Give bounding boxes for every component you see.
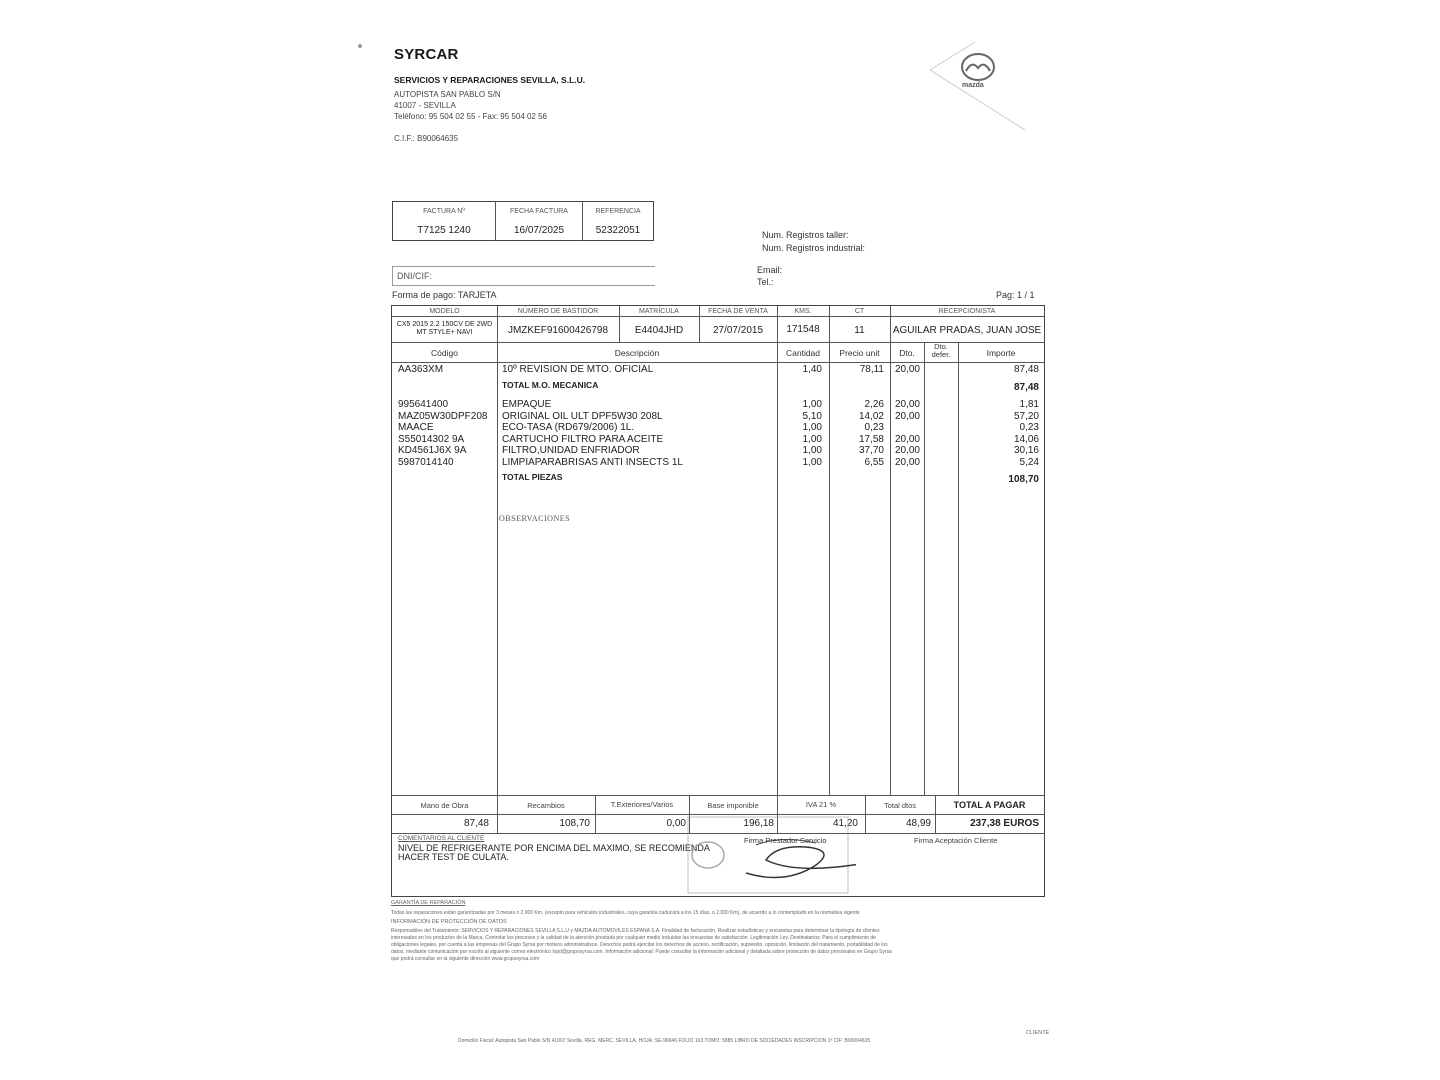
proteccion-title: INFORMACIÓN DE PROTECCIÓN DE DATOS xyxy=(391,919,507,925)
dni-label: DNI/CIF: xyxy=(397,271,432,281)
comments-line-2: HACER TEST DE CULATA. xyxy=(398,852,509,862)
total-dtos: 48,99 xyxy=(905,818,931,829)
part-price: 0,23 xyxy=(864,422,884,433)
total-recambios: 108,70 xyxy=(559,818,590,829)
total-mano-obra: 87,48 xyxy=(463,818,489,829)
part-desc: ORIGINAL OIL ULT DPF5W30 208L xyxy=(502,410,663,422)
part-code: 5987014140 xyxy=(398,456,454,468)
col-descripcion: Descripción xyxy=(614,348,660,358)
part-code: 995641400 xyxy=(398,399,449,410)
part-qty: 1,00 xyxy=(802,445,822,456)
part-qty: 1,00 xyxy=(802,456,822,468)
part-dto: 20,00 xyxy=(894,433,920,445)
totals-header-dtos: Total dtos xyxy=(883,801,917,810)
totals-header-base: Base imponible xyxy=(707,801,759,810)
part-desc: CARTUCHO FILTRO PARA ACEITE xyxy=(502,433,664,445)
totals-header-iva: IVA 21 % xyxy=(805,800,837,809)
labour-total: 87,48 xyxy=(1013,382,1039,393)
total-exteriores: 0,00 xyxy=(666,818,686,829)
part-price: 2,26 xyxy=(864,399,884,410)
invoice-body xyxy=(391,305,1045,897)
company-phone: Teléfono: 95 504 02 55 - Fax: 95 504 02 56 xyxy=(394,112,548,121)
part-price: 17,58 xyxy=(858,433,884,445)
copy-label: CLIENTE xyxy=(1026,1030,1050,1036)
parts-total-label: TOTAL PIEZAS xyxy=(502,472,563,482)
garantia-title: GARANTÍA DE REPARACIÓN xyxy=(391,900,466,906)
col-precio: Precio unit xyxy=(839,348,880,358)
firma-cliente: Firma Aceptación Cliente xyxy=(914,836,998,845)
proteccion-text-3: obligaciones legales, por cuenta a las empresas del Grupo Syrsa por motivos administrativos. Derechos podrá ejercitar los derechos de acceso, rectificación, supresión, oposición, limitación del tratamiento, portabilidad de los xyxy=(391,942,888,948)
company-stamp xyxy=(686,815,856,895)
vehicle-header-fecha-venta: FECHA DE VENTA xyxy=(708,308,768,315)
part-desc: ECO-TASA (RD679/2006) 1L. xyxy=(502,422,635,433)
col-cantidad: Cantidad xyxy=(785,348,821,358)
company-address-2: 41007 - SEVILLA xyxy=(394,101,456,110)
email-label: Email: xyxy=(757,265,783,275)
invoice-number: T7125 1240 xyxy=(393,220,496,241)
fiscal-footer: Domicilio Fiscal: Autopista San Pablo S/N 41007 Sevilla. REG. MERC. SEVILLA. HOJA: SE-96946 FOLIO 163 TOMO: 5885 LIBRO DE SOCIEDADES INSCRIPCIÓN 1ª CIF: B90064635 xyxy=(458,1038,871,1044)
proteccion-text-1: Responsables del Tratamiento: SERVICIOS Y REPARACIONES SEVILLA S.L.U y MAZDA AUTOMÓVILES ESPAÑA S.A. Finalidad de facturación. Realizar estadísticas y encuestas para determinar la tipología de clientes xyxy=(391,928,880,934)
part-qty: 5,10 xyxy=(802,410,822,422)
invoice-number-label: FACTURA Nº xyxy=(393,202,496,221)
totals-header-recambios: Recambios xyxy=(527,801,565,810)
part-price: 14,02 xyxy=(858,410,884,422)
totals-header-exteriores: T.Exteriores/Varios xyxy=(610,800,674,809)
total-base: 196,18 xyxy=(743,818,774,829)
divider xyxy=(497,342,498,795)
vehicle-header-ct: CT xyxy=(854,308,865,315)
divider xyxy=(392,316,1044,317)
comments-label: COMENTARIOS AL CLIENTE xyxy=(398,835,485,842)
firma-prestador: Firma Prestador Servicio xyxy=(744,836,827,845)
page-number: Pag: 1 / 1 xyxy=(996,290,1035,300)
part-code: MAACE xyxy=(398,422,434,433)
part-amount: 14,06 xyxy=(1013,433,1039,445)
col-importe: Importe xyxy=(986,348,1016,358)
registry-taller: Num. Registros taller: xyxy=(762,230,849,240)
part-code: KD4561J6X 9A xyxy=(398,445,467,456)
company-cif: C.I.F.: B90064635 xyxy=(394,134,459,143)
vehicle-header-modelo: MODELO xyxy=(429,308,460,315)
part-code: MAZ05W30DPF208 xyxy=(398,410,488,422)
labour-code: AA363XM xyxy=(398,364,444,375)
part-desc: LIMPIAPARABRISAS ANTI INSECTS 1L xyxy=(502,456,683,468)
dni-field xyxy=(392,266,655,286)
total-pagar: 237,38 EUROS xyxy=(970,818,1039,829)
vehicle-header-recepcionista: RECEPCIONISTA xyxy=(938,308,996,315)
part-dto: 20,00 xyxy=(894,445,920,456)
vehicle-header-bastidor: NÚMERO DE BASTIDOR xyxy=(517,308,599,315)
invoice-reference-label: REFERENCIA xyxy=(595,207,641,215)
vehicle-header-matricula: MATRÍCULA xyxy=(639,308,679,315)
payment-label: Forma de pago: xyxy=(392,290,456,300)
labour-amount: 87,48 xyxy=(1013,364,1039,375)
part-amount: 1,81 xyxy=(1019,399,1039,410)
vehicle-ct: 11 xyxy=(854,325,865,336)
part-qty: 1,00 xyxy=(802,433,822,445)
part-price: 37,70 xyxy=(858,445,884,456)
vehicle-model: CX5 2015 2.2 150CV DE 2WD MT STYLE+ NAVI xyxy=(396,321,493,336)
part-dto: 20,00 xyxy=(894,399,920,410)
part-amount: 57,20 xyxy=(1013,410,1039,422)
vehicle-sale-date: 27/07/2015 xyxy=(712,325,764,336)
part-amount: 30,16 xyxy=(1013,445,1039,456)
labour-qty: 1,40 xyxy=(802,364,822,375)
divider xyxy=(392,795,1044,796)
labour-price: 78,11 xyxy=(859,364,884,375)
payment-method xyxy=(392,290,497,300)
part-qty: 1,00 xyxy=(802,399,822,410)
comments-line-1: NIVEL DE REFRIGERANTE POR ENCIMA DEL MAXIMO, SE RECOMIENDA xyxy=(398,843,710,853)
company-legal-name: SERVICIOS Y REPARACIONES SEVILLA, S.L.U. xyxy=(394,75,586,85)
registry-industrial: Num. Registros industrial: xyxy=(762,243,866,253)
company-name: SYRCAR xyxy=(394,46,459,63)
part-code: S55014302 9A xyxy=(398,433,465,445)
stamp-signature-icon xyxy=(686,815,856,895)
totals-header-mano-obra: Mano de Obra xyxy=(420,801,469,810)
proteccion-text-5: que podrá consultar en la siguiente dirección www.gruposyrsa.com xyxy=(391,956,540,962)
labour-total-label: TOTAL M.O. MECANICA xyxy=(502,380,599,390)
total-iva: 41,20 xyxy=(832,818,858,829)
col-codigo: Código xyxy=(431,348,458,358)
garantia-text: Todas las reparaciones están garantizadas por 3 meses o 2.000 Km. (excepto para vehículos industriales, cuya garantía caducará a los 15 días, o 2.000 Km), de acuerdo a lo contemplado en la normativa vigente xyxy=(391,910,860,916)
labour-desc: 10º REVISION DE MTO. OFICIAL xyxy=(502,364,654,375)
payment-value: TARJETA xyxy=(457,290,497,300)
col-dto: Dto. xyxy=(899,348,915,358)
part-amount: 5,24 xyxy=(1019,456,1039,468)
invoice-id-table xyxy=(392,201,654,241)
brand-text: mazda xyxy=(962,82,984,89)
company-address-1: AUTOPISTA SAN PABLO S/N xyxy=(394,90,501,99)
vehicle-vin: JMZKEF91600426798 xyxy=(507,325,609,336)
part-desc: FILTRO,UNIDAD ENFRIADOR xyxy=(502,445,640,456)
labour-dto: 20,00 xyxy=(894,364,920,375)
parts-total: 108,70 xyxy=(1008,474,1039,485)
part-dto: 20,00 xyxy=(894,410,920,422)
invoice-date-label: FECHA FACTURA xyxy=(496,202,583,221)
tel-label: Tel.: xyxy=(757,277,774,287)
part-price: 6,55 xyxy=(864,456,884,468)
part-amount: 0,23 xyxy=(1019,422,1039,433)
part-desc: EMPAQUE xyxy=(502,399,552,410)
proteccion-text-4: datos, mediante comunicación por escrito al siguiente correo electrónico lopd@gruposyrsa.com. Información adicional: Puede consultar la información adicional y detallada sobre protección de datos personales en Grupo Syrsa xyxy=(391,949,892,955)
vehicle-header-kms: KMS. xyxy=(794,308,812,315)
part-qty: 1,00 xyxy=(802,422,822,433)
vehicle-receptionist: AGUILAR PRADAS, JUAN JOSE xyxy=(892,325,1042,336)
totals-header-total: TOTAL A PAGAR xyxy=(953,800,1026,810)
invoice-reference: 52322051 xyxy=(595,224,641,236)
divider xyxy=(924,342,925,795)
col-dto-defer: Dto. defer. xyxy=(931,342,951,359)
proteccion-text-2: interesados en los productos de la Marca. Controlar los procesos y la calidad de la atención prestada por cualquier medio incluidas las encuestas de satisfacción. Legitimación Ley. Destinatarios: Para el cumplimiento de xyxy=(391,935,876,941)
vehicle-plate: E4404JHD xyxy=(634,325,684,336)
part-dto: 20,00 xyxy=(894,456,920,468)
vehicle-kms: 171548 xyxy=(786,324,820,335)
divider xyxy=(392,362,1044,363)
invoice-date: 16/07/2025 xyxy=(496,220,583,241)
observations-label: OBSERVACIONES xyxy=(499,514,571,523)
dot-mark xyxy=(358,44,362,48)
